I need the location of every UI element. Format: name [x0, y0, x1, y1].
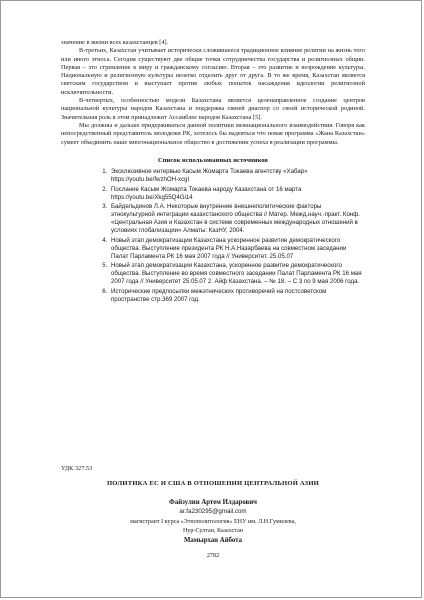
author-city: Нур-Султан, Казахстан — [182, 528, 244, 535]
reference-item: 5. Новый этап демократизации Казахстана, ускоренное развитие демократического общества. Выступление во время совместного заседании Палат Парламента РК 16 мая 2007 года // Университет 25.05.07 2. Айф Казахстана. – № 18. – С 3 по 9 мая 2006 года. — [109, 262, 365, 286]
reference-item: 4. Новый этап демократизации Казахстана ускоренное развитие демократического общества. Выступление президента РК Н.А.Назарбаева на совместном заседании Палат Парламента РК 16 мая 2007 года // Университет. 25.05.07 — [109, 237, 365, 261]
references-list — [61, 168, 365, 304]
reference-item: 1. Эксклюзивное интервью Касым Жомарта Токаева агентству «Хабар» https://youtu.be/fwzhOH-xcgI — [109, 168, 365, 184]
page-number: 2782 — [206, 552, 220, 560]
author-name: Файзулин Артем Илдарович — [169, 498, 257, 506]
paragraph: Мы должны и дальше придерживаться данной политики межнационального взаимодействия. Говоря как непосредственный представитель молодежи РК, хотелось бы надеяться что новая программа «Жана Казахстан» сумеет объединить наше многонациональное общество в достижении успеха в реализации программы. — [61, 121, 365, 146]
body-text — [61, 39, 365, 305]
paragraph: В-четвертых, особенностью модели Казахстана является целенаправленное создание центров национальной культуры народов Казахстана и поддержка связей диаспор со своей исторической родиной. Значительная роль в этом принадлежит Ассамблее народов Казахстана [5]. — [61, 97, 365, 121]
references-heading: Список использованных источников — [158, 156, 268, 164]
coauthor-name: Мамырхан Айбота — [183, 536, 243, 544]
author-affiliation: магистрант I курса «Этнополитология» ЕНУ им. Л.Н.Гумилева, — [130, 519, 296, 526]
reference-item: 3. Байдельдинов Л.А. Некоторые внутренние внешнеполитические факторы этнокультурной интеграции казахстанского общества // Матер. Межд.науч.-практ. Конф. «Центральная Азия и Казахстан в системе современных международных отношений в условиях глобализации» Алматы: КазНУ, 2004. — [109, 203, 365, 235]
reference-item: 6. Исторические предпосылки межэтнических противоречий на постсоветском пространстве стр.369 2007 год. — [109, 288, 365, 304]
article-header — [61, 465, 365, 560]
article-title: ПОЛИТИКА ЕС И США В ОТНОШЕНИИ ЦЕНТРАЛЬНОЙ АЗИИ — [106, 480, 320, 488]
reference-item: 2. Послание Касым Жомарта Токаева народу Казахстана от 16 марта https://youtu.be/Xkg55Q4Gi14 — [109, 186, 365, 202]
author-email: ar.fa230295@gmail.com — [179, 507, 247, 515]
paragraph: значение в жизни всех казахстанцев [4]. — [61, 39, 169, 46]
paragraph: В-третьих, Казахстан учитывает исторически сложившееся традиционное влияние религии на жизнь того или иного этноса. Сегодня существуют две общие точки сотрудничества государства и религиозных общин. Первая – это стремление к миру и гражданскому согласию. Вторая – это развитие и возрождение культуры. Национальную и религиозную культуры нелегко отделить друг от друга. В то же время, Казахстан является светским государством и выступает против любых попыток насаждения идеологии религиозной исключительности. — [61, 47, 365, 96]
udk-code: УДК 327.53 — [61, 465, 93, 472]
